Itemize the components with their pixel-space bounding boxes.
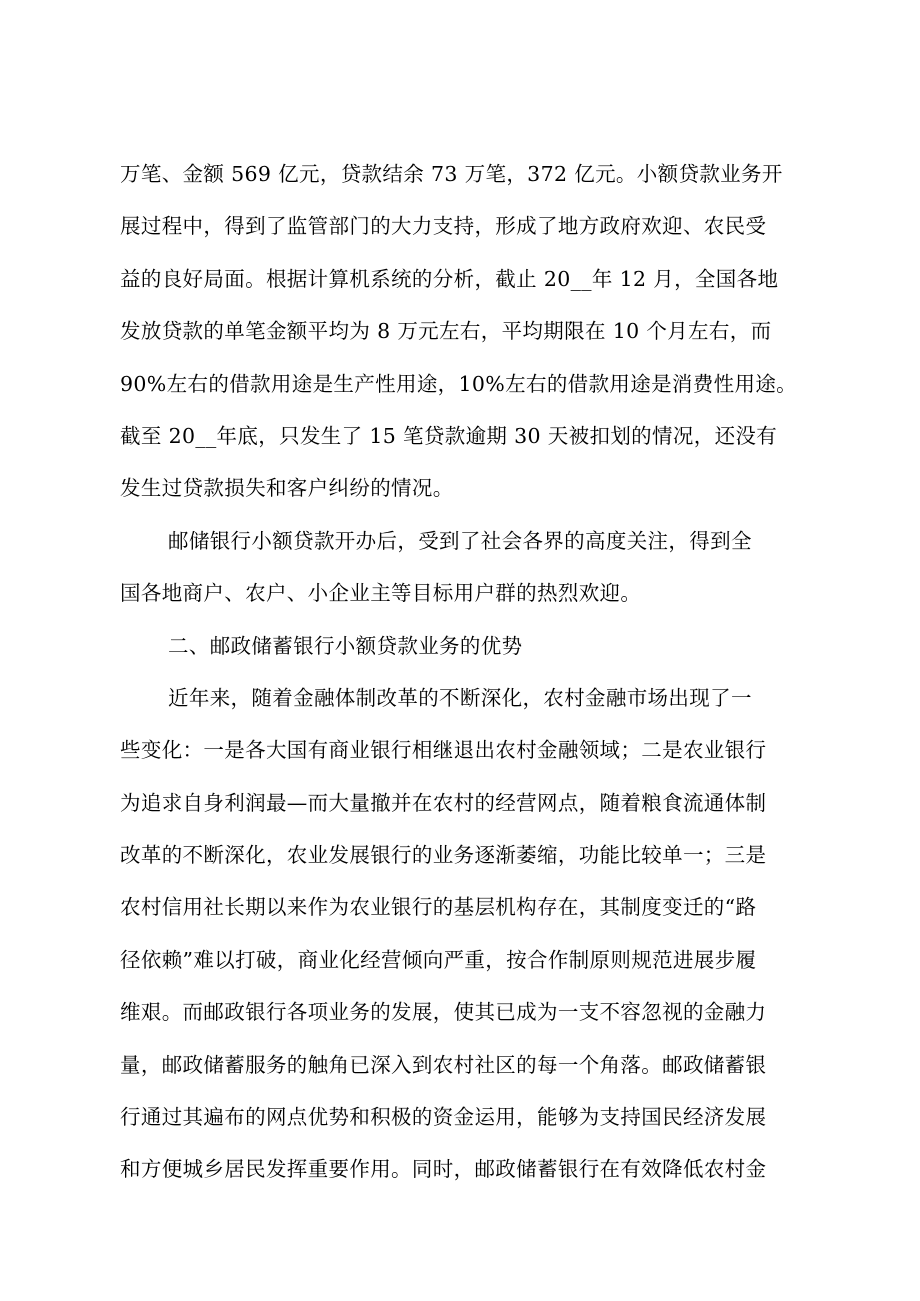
paragraph-3-line-8: 量，邮政储蓄服务的触角已深入到农村社区的每一个角落。邮政储蓄银 — [120, 1052, 767, 1077]
paragraph-3-line-4: 改革的不断深化，农业发展银行的业务逐渐萎缩，功能比较单一；三是 — [120, 843, 767, 868]
paragraph-3-line-1: 近年来，随着金融体制改革的不断深化，农村金融市场出现了一 — [168, 685, 752, 710]
paragraph-1-line-5: 90%左右的借款用途是生产性用途，10%左右的借款用途是消费性用途。 — [120, 371, 798, 396]
paragraph-3-line-5: 农村信用社长期以来作为农业银行的基层机构存在，其制度变迁的“路 — [120, 895, 757, 920]
paragraph-1-line-1: 万笔、金额 569 亿元，贷款结余 73 万笔，372 亿元。小额贷款业务开 — [120, 162, 783, 186]
paragraph-1-line-7: 发生过贷款损失和客户纠纷的情况。 — [120, 476, 454, 501]
paragraph-1-line-3: 益的良好局面。根据计算机系统的分析，截止 20__年 12 月，全国各地 — [120, 266, 779, 291]
paragraph-1-line-2: 展过程中，得到了监管部门的大力支持，形成了地方政府欢迎、农民受 — [120, 214, 767, 239]
paragraph-2-line-2: 国各地商户、农户、小企业主等目标用户群的热烈欢迎。 — [120, 581, 642, 606]
paragraph-3-line-3: 为追求自身利润最—而大量撤并在农村的经营网点，随着粮食流通体制 — [120, 790, 767, 815]
paragraph-3-line-9: 行通过其遍布的网点优势和积极的资金运用，能够为支持国民经济发展 — [120, 1105, 767, 1130]
section-heading: 二、邮政储蓄银行小额贷款业务的优势 — [168, 633, 523, 658]
paragraph-3-line-2: 些变化：一是各大国有商业银行相继退出农村金融领域；二是农业银行 — [120, 738, 767, 763]
paragraph-1-line-6: 截至 20__年底，只发生了 15 笔贷款逾期 30 天被扣划的情况，还没有 — [120, 423, 778, 448]
paragraph-3-line-10: 和方便城乡居民发挥重要作用。同时，邮政储蓄银行在有效降低农村金 — [120, 1157, 767, 1182]
paragraph-2-line-1: 邮储银行小额贷款开办后，受到了社会各界的高度关注，得到全 — [168, 528, 752, 553]
paragraph-3-line-7: 维艰。而邮政银行各项业务的发展，使其已成为一支不容忽视的金融力 — [120, 1000, 767, 1025]
paragraph-1-line-4: 发放贷款的单笔金额平均为 8 万元左右，平均期限在 10 个月左右，而 — [120, 319, 772, 344]
paragraph-3-line-6: 径依赖”难以打破，商业化经营倾向严重，按合作制原则规范进展步履 — [120, 947, 757, 972]
document-body — [120, 148, 840, 1196]
